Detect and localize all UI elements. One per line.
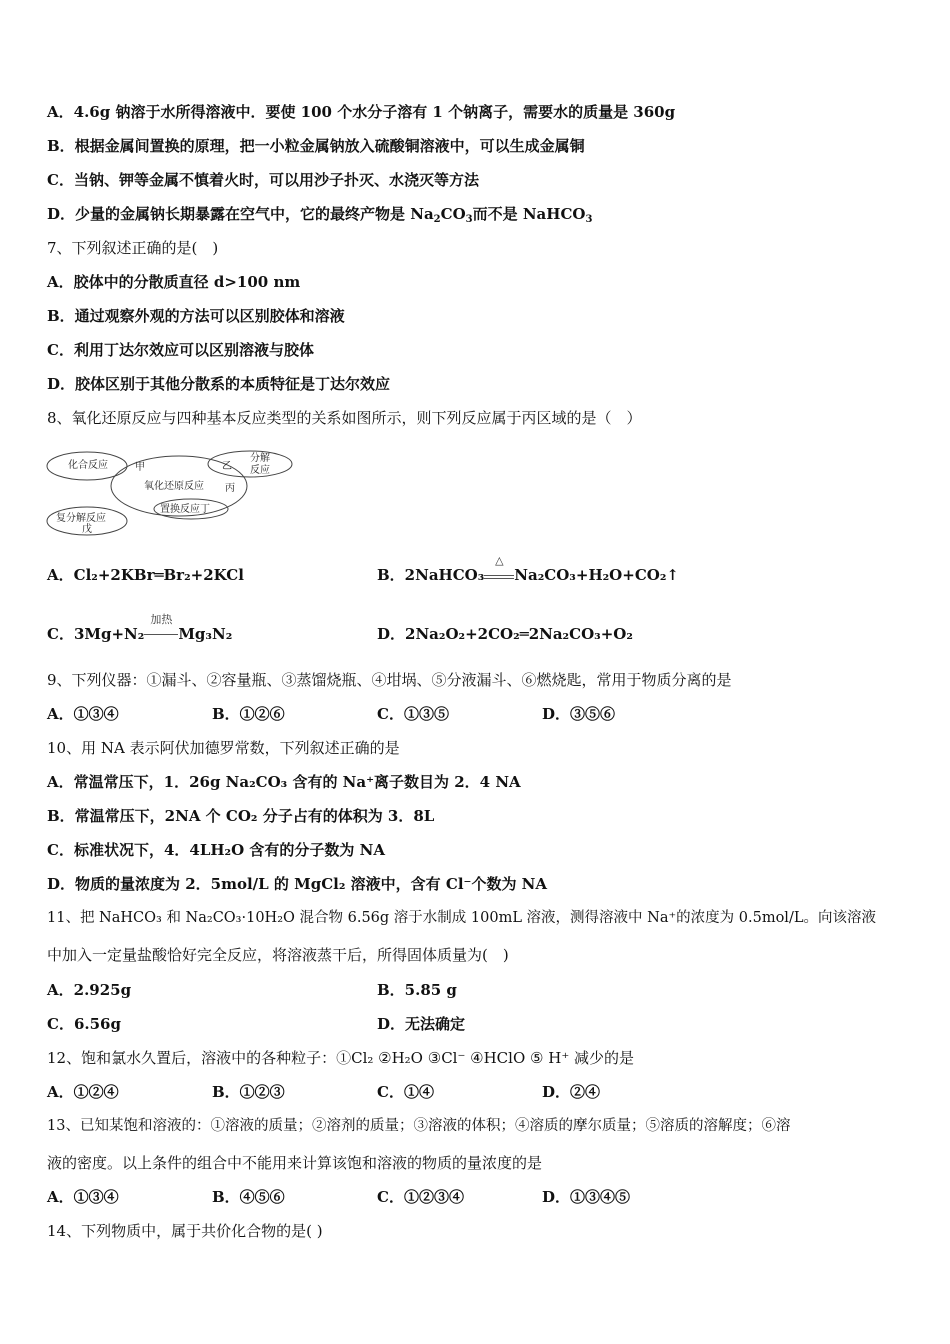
label-jia: 甲 [135,462,145,473]
label-decomposition-1: 分解 [250,453,270,464]
q12-option-b: B．①②③ [212,1083,285,1101]
heating-label: 加热 [150,613,173,626]
q7-stem: 7、下列叙述正确的是( ) [47,239,219,257]
q13-option-d: D．①③④⑤ [542,1188,631,1206]
q13-stem-line2: 液的密度。以上条件的组合中不能用来计算该饱和溶液的物质的量浓度的是 [47,1154,543,1172]
q11-stem-line2: 中加入一定量盐酸恰好完全反应，将溶液蒸干后，所得固体质量为( ) [47,946,509,964]
q7-option-c: C．利用丁达尔效应可以区别溶液与胶体 [47,341,314,359]
q6-option-a: A．4.6g 钠溶于水所得溶液中．要使 100 个水分子溶有 1 个钠离子，需要水的质量是 360g [47,103,676,121]
q10-option-a: A．常温常压下，1．26g Na₂CO₃ 含有的 Na⁺离子数目为 2．4 NA [47,773,521,791]
q6-option-c: C．当钠、钾等金属不慎着火时，可以用沙子扑灭、水浇灭等方法 [47,171,479,189]
q6-d-text-2: CO [440,205,466,223]
q9-stem: 9、下列仪器：①漏斗、②容量瓶、③蒸馏烧瓶、④坩埚、⑤分液漏斗、⑥燃烧匙，常用于物质分离的是 [47,671,732,689]
q8-c-left: C．3Mg+N₂ [47,625,145,643]
q8-option-c [47,613,233,644]
label-yi: 乙 [222,461,232,472]
q10-option-b: B．常温常压下，2NA 个 CO₂ 分子占有的体积为 3．8L [47,807,435,825]
q7-option-b: B．通过观察外观的方法可以区别胶体和溶液 [47,307,345,325]
q13-option-c: C．①②③④ [377,1188,464,1206]
label-wu: 戊 [82,524,92,535]
q11-option-b: B．5.85 g [377,981,457,999]
q8-c-right: Mg₃N₂ [178,625,233,643]
q13-stem-line1: 13、已知某饱和溶液的：①溶液的质量；②溶剂的质量；③溶液的体积；④溶质的摩尔质量；⑤溶质的溶解度；⑥溶 [47,1118,791,1134]
q11-stem-line1: 11、把 NaHCO₃ 和 Na₂CO₃·10H₂O 混合物 6.56g 溶于水制成 100mL 溶液，测得溶液中 Na⁺的浓度为 0.5mol/L。向该溶液 [47,910,876,926]
q8-option-a: A．Cl₂+2KBr═Br₂+2KCl [47,566,244,584]
q6-d-text-1: D．少量的金属钠长期暴露在空气中，它的最终产物是 Na [47,205,434,223]
q9-option-d: D．③⑤⑥ [542,705,616,723]
q11-option-a: A．2.925g [47,981,132,999]
label-double-decomposition: 复分解反应 [56,513,106,524]
reaction-type-diagram [44,448,299,538]
q12-stem: 12、饱和氯水久置后，溶液中的各种粒子：①Cl₂ ②H₂O ③Cl⁻ ④HClO ⑤ H⁺ 减少的是 [47,1049,635,1067]
q12-option-d: D．②④ [542,1083,601,1101]
q6-option-d: D．少量的金属钠长期暴露在空气中，它的最终产物是 $Na_2CO_3$而不是 NaHCO$_3$ [47,205,593,225]
q11-option-c: C．6.56g [47,1015,121,1033]
q7-option-d: D．胶体区别于其他分散系的本质特征是丁达尔效应 [47,375,391,393]
q13-option-a: A．①③④ [47,1188,119,1206]
q9-option-c: C．①③⑤ [377,705,449,723]
label-bing: 丙 [225,483,235,494]
q6-d-text-3: 而不是 NaHCO [472,205,586,223]
q11-option-d: D．无法确定 [377,1015,466,1033]
label-combination: 化合反应 [68,460,108,471]
q8-stem: 8、氧化还原反应与四种基本反应类型的关系如图所示，则下列反应属于丙区域的是（ ） [47,409,642,427]
q12-option-c: C．①④ [377,1083,434,1101]
q9-option-b: B．①②⑥ [212,705,285,723]
q8-b-left: B．2NaHCO₃ [377,566,485,584]
q6-option-b: B．根据金属间置换的原理，把一小粒金属钠放入硫酸铜溶液中，可以生成金属铜 [47,137,585,155]
q8-b-right: Na₂CO₃+H₂O+CO₂↑ [514,566,679,584]
heating-condition [144,613,178,644]
delta-symbol: △ [495,554,504,567]
heat-condition [484,554,514,585]
label-decomposition-2: 反应 [250,465,270,476]
q14-stem: 14、下列物质中，属于共价化合物的是( ) [47,1222,323,1240]
label-displacement: 置换反应丁 [160,504,210,515]
q8-option-b [377,554,679,585]
q12-option-a: A．①②④ [47,1083,119,1101]
q7-option-a: A．胶体中的分散质直径 d>100 nm [47,273,301,291]
q8-option-d: D．2Na₂O₂+2CO₂═2Na₂CO₃+O₂ [377,625,633,643]
q10-option-c: C．标准状况下，4．4LH₂O 含有的分子数为 NA [47,841,385,859]
label-redox: 氧化还原反应 [144,481,204,492]
q13-option-b: B．④⑤⑥ [212,1188,285,1206]
q9-option-a: A．①③④ [47,705,119,723]
q10-option-d: D．物质的量浓度为 2．5mol/L 的 MgCl₂ 溶液中，含有 Cl⁻个数为 NA [47,875,548,893]
q10-stem: 10、用 NA 表示阿伏加德罗常数，下列叙述正确的是 [47,739,400,757]
